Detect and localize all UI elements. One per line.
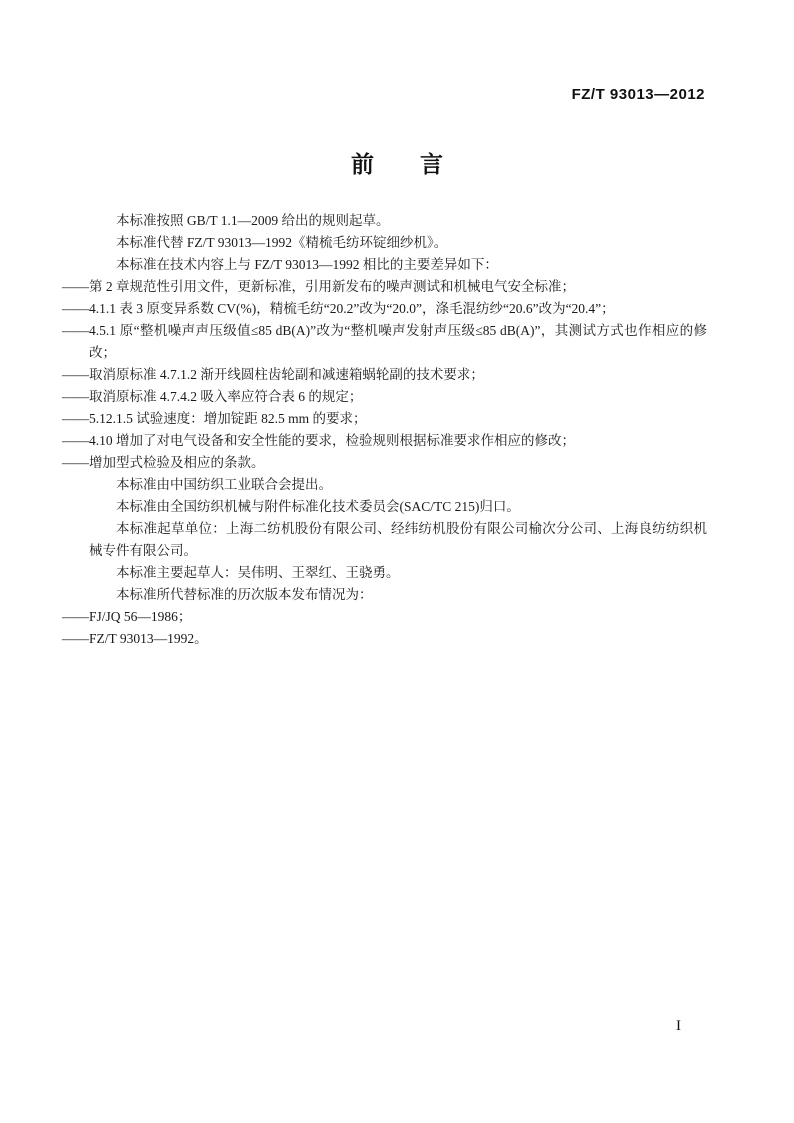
foreword-paragraph-3: 本标准在技术内容上与 FZ/T 93013—1992 相比的主要差异如下：	[116, 257, 498, 272]
foreword-paragraph-7: 本标准主要起草人：吴伟明、王翠红、王骁勇。	[116, 565, 400, 580]
foreword-paragraph-8: 本标准所代替标准的历次版本发布情况为：	[116, 587, 373, 602]
foreword-paragraph-5: 本标准由全国纺织机械与附件标准化技术委员会(SAC/TC 215)归口。	[116, 499, 520, 514]
foreword-history-item-1: ——FJ/JQ 56—1986；	[62, 609, 192, 624]
foreword-paragraph-1: 本标准按照 GB/T 1.1—2009 给出的规则起草。	[116, 213, 390, 228]
foreword-change-item-2: ——4.1.1 表 3 原变异系数 CV(%)，精梳毛纺“20.2”改为“20.0”，涤毛混纺纱“20.6”改为“20.4”；	[62, 301, 615, 316]
foreword-paragraph-6: 本标准起草单位：上海二纺机股份有限公司、经纬纺机股份有限公司榆次分公司、上海良纺纺织机械专件有限公司。	[89, 521, 707, 558]
page-number: I	[676, 1018, 681, 1034]
foreword-change-item-5: ——取消原标准 4.7.4.2 吸入率应符合表 6 的规定；	[62, 389, 363, 404]
foreword-body	[62, 210, 707, 650]
standard-number-header: FZ/T 93013—2012	[571, 86, 705, 103]
page-title: 前 言	[351, 151, 443, 177]
foreword-change-item-8: ——增加型式检验及相应的条款。	[62, 455, 265, 470]
foreword-change-item-7: ——4.10 增加了对电气设备和安全性能的要求，检验规则根据标准要求作相应的修改；	[62, 433, 575, 448]
foreword-change-item-1: ——第 2 章规范性引用文件，更新标准，引用新发布的噪声测试和机械电气安全标准；	[62, 279, 575, 294]
foreword-paragraph-2: 本标准代替 FZ/T 93013—1992《精梳毛纺环锭细纱机》。	[116, 235, 448, 250]
foreword-change-item-6: ——5.12.1.5 试验速度：增加锭距 82.5 mm 的要求；	[62, 411, 367, 426]
foreword-history-item-2: ——FZ/T 93013—1992。	[62, 631, 208, 646]
foreword-change-item-4: ——取消原标准 4.7.1.2 渐开线圆柱齿轮副和减速箱蜗轮副的技术要求；	[62, 367, 484, 382]
foreword-change-item-3: ——4.5.1 原“整机噪声声压级值≤85 dB(A)”改为“整机噪声发射声压级≤85 dB(A)”，其测试方式也作相应的修改；	[62, 323, 707, 360]
foreword-paragraph-4: 本标准由中国纺织工业联合会提出。	[116, 477, 332, 492]
